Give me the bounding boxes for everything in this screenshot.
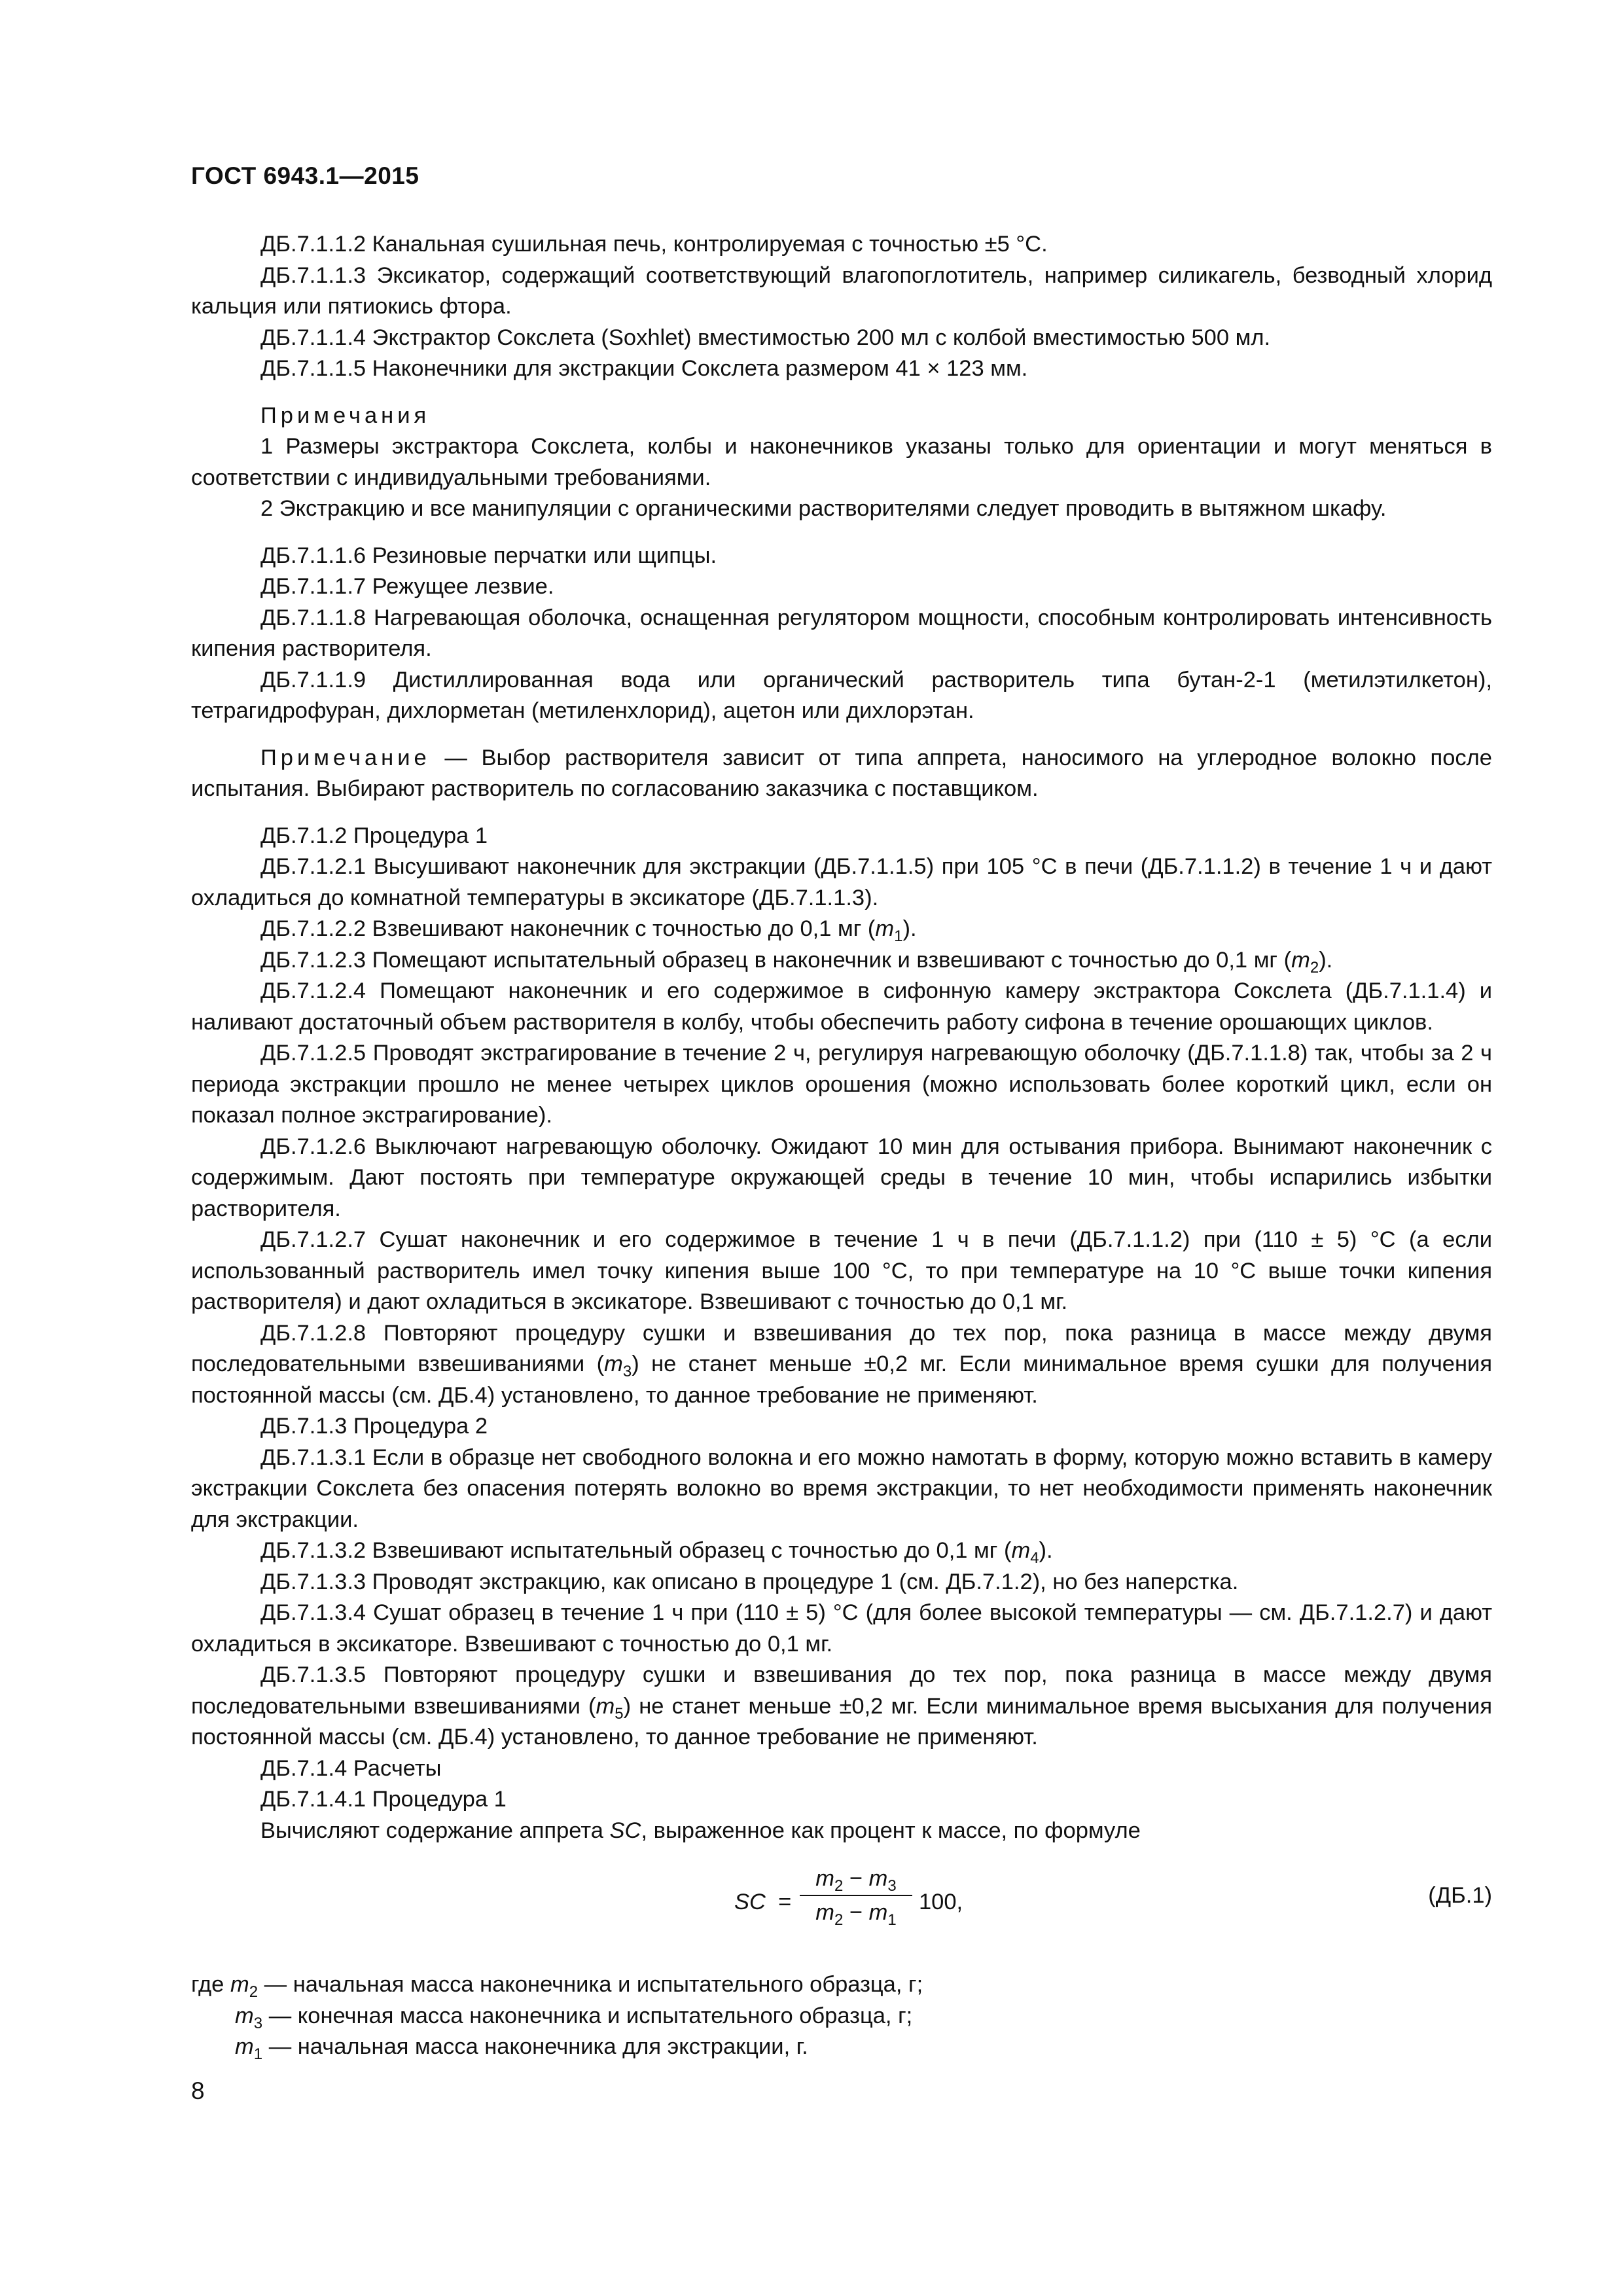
clause-db-7-1-1-7: ДБ.7.1.1.7 Режущее лезвие. [260,574,554,599]
clause-db-7-1-2: ДБ.7.1.2 Процедура 1 [260,823,488,848]
clause-db-7-1-1-3: ДБ.7.1.1.3 Эксикатор, содержащий соответствующий влагопоглотитель, например силикагель, безводный хлорид кальция или пятиокись фтора. [191,262,1492,319]
note-1: 1 Размеры экстрактора Сокслета, колбы и наконечников указаны только для ориентации и могут меняться в соответствии с индивидуальными требованиями. [191,434,1492,490]
clause-db-7-1-1-2: ДБ.7.1.1.2 Канальная сушильная печь, контролируемая с точностью ±5 °С. [260,232,1048,257]
clause-db-7-1-3-4: ДБ.7.1.3.4 Сушат образец в течение 1 ч при (110 ± 5) °С (для более высокой температуры — см. ДБ.7.1.2.7) и дают охладиться в эксикаторе. Взвешивают с точностью до 0,1 мг. [191,1600,1492,1657]
clause-db-7-1-2-1: ДБ.7.1.2.1 Высушивают наконечник для экстракции (ДБ.7.1.1.5) при 105 °С в печи (ДБ.7.1.1.2) в течение 1 ч и дают охладиться до комнатной температуры в эксикаторе (ДБ.7.1.1.3). [191,854,1492,910]
clause-db-7-1-2-5: ДБ.7.1.2.5 Проводят экстрагирование в течение 2 ч, регулируя нагревающую оболочку (ДБ.7.1.1.8) так, чтобы за 2 ч периода экстракции прошло не менее четырех циклов орошения (можно использовать более короткий цикл, если он показал полное экстрагирование). [191,1041,1492,1128]
clause-db-7-1-4-1: ДБ.7.1.4.1 Процедура 1 [260,1787,507,1812]
formula-numerator: $m_2 - m_3$ [800,1863,912,1896]
clause-db-7-1-3-3: ДБ.7.1.3.3 Проводят экстракцию, как описано в процедуре 1 (см. ДБ.7.1.2), но без наперстка. [260,1569,1239,1594]
definition-m1: $m_1$ — начальная масса наконечника для экстракции, г. [235,2034,808,2063]
clause-db-7-1-2-3: ДБ.7.1.2.3 Помещают испытательный образец в наконечник и взвешивают с точностью до 0,1 мг $(m_2)$. [260,947,1333,977]
clause-db-7-1-2-7: ДБ.7.1.2.7 Сушат наконечник и его содержимое в течение 1 ч в печи (ДБ.7.1.1.2) при (110 ± 5) °С (а если использованный растворитель имел точку кипения выше 100 °С, то при температуре на 10 °С выше точки кипения растворителя) и дают охладиться в эксикаторе. Взвешивают с точностью до 0,1 мг. [191,1227,1492,1314]
clause-db-7-1-3-2: ДБ.7.1.3.2 Взвешивают испытательный образец с точностью до 0,1 мг $(m_4)$. [260,1538,1053,1567]
document-body [191,229,1492,2063]
clause-db-7-1-1-8: ДБ.7.1.1.8 Нагревающая оболочка, оснащенная регулятором мощности, способным контролировать интенсивность кипения растворителя. [191,605,1492,661]
definition-m3: $m_3$ — конечная масса наконечника и испытательного образца, г; [235,2003,913,2032]
clause-db-7-1-3-1: ДБ.7.1.3.1 Если в образце нет свободного волокна и его можно намотать в форму, которую можно вставить в камеру экстракции Сокслета без опасения потерять волокно во время экстракции, то нет необходимости применять наконечник для экстракции. [191,1444,1492,1532]
clause-db-7-1-2-6: ДБ.7.1.2.6 Выключают нагревающую оболочку. Ожидают 10 мин для остывания прибора. Вынимают наконечник с содержимым. Дают постоять при температуре окружающей среды в течение 10 мин, чтобы испарились избытки растворителя. [191,1134,1492,1221]
clause-db-7-1-2-2: ДБ.7.1.2.2 Взвешивают наконечник с точностью до 0,1 мг $(m_1)$. [260,916,917,945]
page-number: 8 [191,2077,205,2104]
variable-definitions [191,1969,1492,2063]
clause-db-7-1-3: ДБ.7.1.3 Процедура 2 [260,1414,488,1439]
clause-db-7-1-1-6: ДБ.7.1.1.6 Резиновые перчатки или щипцы. [260,543,717,568]
clause-db-7-1-1-4: ДБ.7.1.1.4 Экстрактор Сокслета (Soxhlet) вместимостью 200 мл с колбой вместимостью 500 мл. [260,325,1271,350]
formula-factor: 100, [919,1890,963,1914]
clause-db-7-1-4: ДБ.7.1.4 Расчеты [260,1755,442,1781]
note-text: — Выбор растворителя зависит от типа аппрета, наносимого на углеродное волокно после испытания. Выбирают растворитель по согласованию заказчика с поставщиком. [191,745,1492,801]
note-2: 2 Экстракцию и все манипуляции с органическими растворителями следует проводить в вытяжном шкафу. [260,496,1387,521]
formula-number: (ДБ.1) [1428,1883,1492,1908]
formula-intro: Вычисляют содержание аппрета SC, выраженное как процент к массе, по формуле [260,1818,1141,1843]
clause-db-7-1-3-5: ДБ.7.1.3.5 Повторяют процедуру сушки и взвешивания до тех пор, пока разница в массе между двумя последовательными взвешиваниями $(m_5)$ не станет меньше ±0,2 мг. Если минимальное время высыхания для получения постоянной массы (см. ДБ.4) установлено, то данное требование не применяют. [191,1662,1493,1749]
clause-db-7-1-1-5: ДБ.7.1.1.5 Наконечники для экстракции Сокслета размером 41 × 123 мм. [260,356,1028,381]
clause-db-7-1-1-9: ДБ.7.1.1.9 Дистиллированная вода или органический растворитель типа бутан-2-1 (метилэтилкетон), тетрагидрофуран, дихлорметан (метиленхлорид), ацетон или дихлорэтан. [191,667,1492,723]
clause-db-7-1-2-4: ДБ.7.1.2.4 Помещают наконечник и его содержимое в сифонную камеру экстрактора Сокслета (ДБ.7.1.1.4) и наливают достаточный объем растворителя в колбу, чтобы обеспечить работу сифона в течение орошающих циклов. [191,978,1492,1035]
clause-db-7-1-2-8: ДБ.7.1.2.8 Повторяют процедуру сушки и взвешивания до тех пор, пока разница в массе между двумя последовательными взвешиваниями $(m_3)$ не станет меньше ±0,2 мг. Если минимальное время сушки для получения постоянной массы (см. ДБ.4) установлено, то данное требование не применяют. [191,1320,1492,1408]
document-header: ГОСТ 6943.1—2015 [191,162,419,189]
definition-m2: где $m_2$ — начальная масса наконечника и испытательного образца, г; [191,1972,923,2001]
note-solvent [191,743,1492,805]
notes-heading: Примечания [260,403,431,428]
formula-db-1 [191,1863,1492,1950]
formula-fraction [800,1863,912,1929]
note-label: Примечание [260,745,431,770]
formula-denominator: $m_2 - m_1$ [815,1900,897,1929]
formula-lhs: SC = [734,1890,792,1914]
